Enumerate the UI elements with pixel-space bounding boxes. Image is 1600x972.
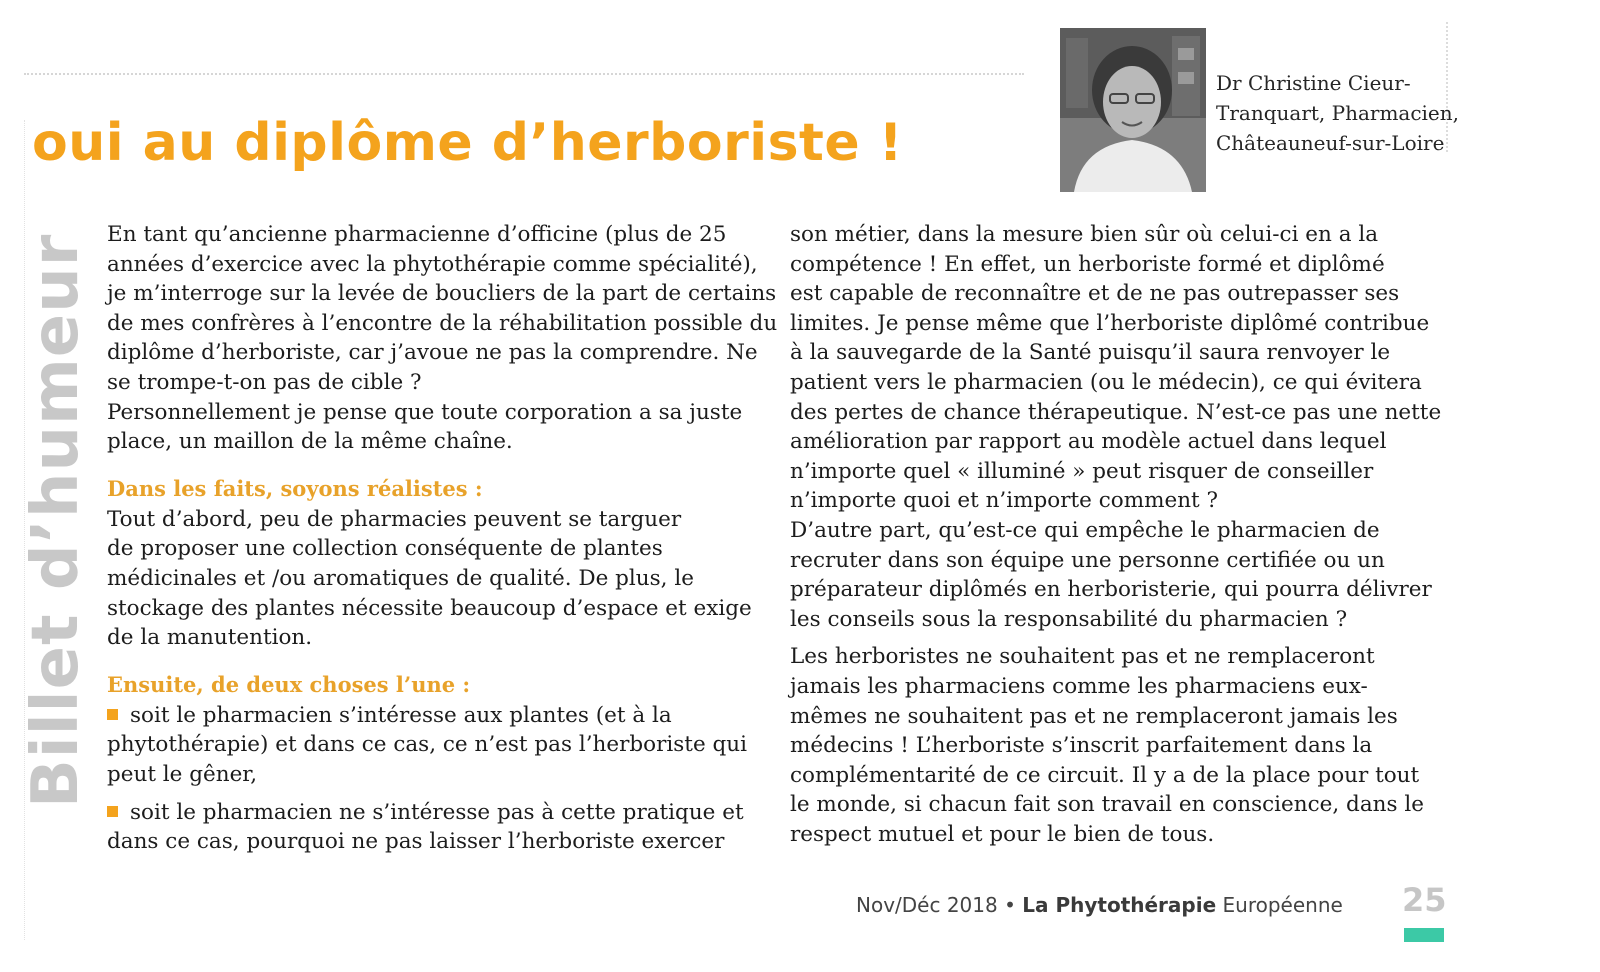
text-line: de mes confrères à l’encontre de la réhabilitation possible du: [107, 310, 778, 336]
square-bullet-icon: [107, 709, 118, 720]
magazine-name-bold: La Phytothérapie: [1022, 893, 1217, 917]
text-line: je m’interroge sur la levée de boucliers de la part de certains: [107, 281, 777, 307]
text-line: Les herboristes ne souhaitent pas et ne remplaceront: [790, 644, 1375, 670]
author-credit-line: Châteauneuf-sur-Loire: [1216, 131, 1445, 155]
text-line: jamais les pharmaciens comme les pharmaciens eux-: [790, 673, 1368, 699]
text-line: de la manutention.: [107, 625, 313, 651]
text-line: médecins ! L’herboriste s’inscrit parfaitement dans la: [790, 733, 1373, 759]
text-line: limites. Je pense même que l’herboriste diplômé contribue: [790, 310, 1430, 336]
text-line: recruter dans son équipe une personne certifiée ou un: [790, 547, 1385, 573]
text-line: compétence ! En effet, un herboriste formé et diplômé: [790, 251, 1385, 277]
author-credit-line: Tranquart, Pharmacien,: [1216, 101, 1460, 125]
magazine-name-regular: Européenne: [1222, 893, 1343, 917]
text-line: médicinales et /ou aromatiques de qualité. De plus, le: [107, 565, 694, 591]
subheading-facts: Dans les faits, soyons réalistes :: [107, 475, 483, 501]
bullet-spacer: [107, 790, 767, 798]
text-line: le monde, si chacun fait son travail en conscience, dans le: [790, 792, 1424, 818]
article-headline: oui au diplôme d’herboriste !: [32, 113, 903, 173]
left-column: [107, 220, 778, 857]
text-line: diplôme d’herboriste, car j’avoue ne pas la comprendre. Ne: [107, 340, 758, 366]
text-line: Tout d’abord, peu de pharmacies peuvent se targuer: [107, 506, 682, 532]
text-line: stockage des plantes nécessite beaucoup d’espace et exige: [107, 595, 752, 621]
text-line: années d’exercice avec la phytothérapie comme spécialité),: [107, 251, 758, 277]
author-photo: [1060, 28, 1206, 192]
text-line: amélioration par rapport au modèle actuel dans lequel: [790, 429, 1387, 455]
bullet-text: soit le pharmacien s’intéresse aux plantes (et à la: [130, 702, 672, 728]
text-line: n’importe quel « illuminé » peut risquer de conseiller: [790, 458, 1374, 484]
text-line: D’autre part, qu’est-ce qui empêche le pharmacien de: [790, 517, 1380, 543]
square-bullet-icon: [107, 806, 118, 817]
text-line: préparateur diplômés en herboristerie, qui pourra délivrer: [790, 577, 1432, 603]
text-line: respect mutuel et pour le bien de tous.: [790, 821, 1215, 847]
text-line: place, un maillon de la même chaîne.: [107, 429, 513, 455]
text-line: est capable de reconnaître et de ne pas outrepasser ses: [790, 281, 1400, 307]
text-line: En tant qu’ancienne pharmacienne d’officine (plus de 25: [107, 222, 727, 247]
subheading-two-options: Ensuite, de deux choses l’une :: [107, 671, 471, 697]
author-portrait-icon: [1060, 28, 1206, 192]
text-line: n’importe quoi et n’importe comment ?: [790, 488, 1219, 514]
text-line: de proposer une collection conséquente de plantes: [107, 536, 663, 562]
author-credit-line: Dr Christine Cieur-: [1216, 71, 1411, 95]
author-credit: [1216, 68, 1460, 158]
author-box: [1060, 28, 1460, 192]
text-line: les conseils sous la responsabilité du pharmacien ?: [790, 606, 1348, 632]
text-line: Personnellement je pense que toute corporation a sa juste: [107, 399, 743, 425]
page-number: 25: [1402, 881, 1447, 919]
page-footer: [856, 893, 1343, 917]
right-column: [790, 220, 1450, 849]
text-line: dans ce cas, pourquoi ne pas laisser l’herboriste exercer: [107, 829, 725, 855]
bullet-text: soit le pharmacien ne s’intéresse pas à cette pratique et: [130, 799, 744, 825]
footer-separator: •: [1004, 893, 1016, 917]
text-line: des pertes de chance thérapeutique. N’est-ce pas une nette: [790, 399, 1442, 425]
text-line: peut le gêner,: [107, 761, 258, 787]
top-dotted-rule: [24, 73, 1024, 75]
text-line: mêmes ne souhaitent pas et ne remplaceront jamais les: [790, 703, 1398, 729]
text-line: son métier, dans la mesure bien sûr où celui-ci en a la: [790, 222, 1379, 247]
text-line: patient vers le pharmacien (ou le médecin), ce qui évitera: [790, 369, 1422, 395]
page-number-bar: [1404, 928, 1444, 942]
text-line: à la sauvegarde de la Santé puisqu’il saura renvoyer le: [790, 340, 1391, 366]
text-line: complémentarité de ce circuit. Il y a de la place pour tout: [790, 762, 1420, 788]
text-line: se trompe-t-on pas de cible ?: [107, 369, 422, 395]
text-line: phytothérapie) et dans ce cas, ce n’est pas l’herboriste qui: [107, 732, 747, 758]
paragraph-spacer: [790, 634, 1450, 642]
section-label-vertical: Billet d’humeur: [19, 233, 93, 808]
bullet-line: [107, 701, 767, 731]
bullet-line: [107, 798, 767, 828]
issue-date: Nov/Déc 2018: [856, 893, 998, 917]
